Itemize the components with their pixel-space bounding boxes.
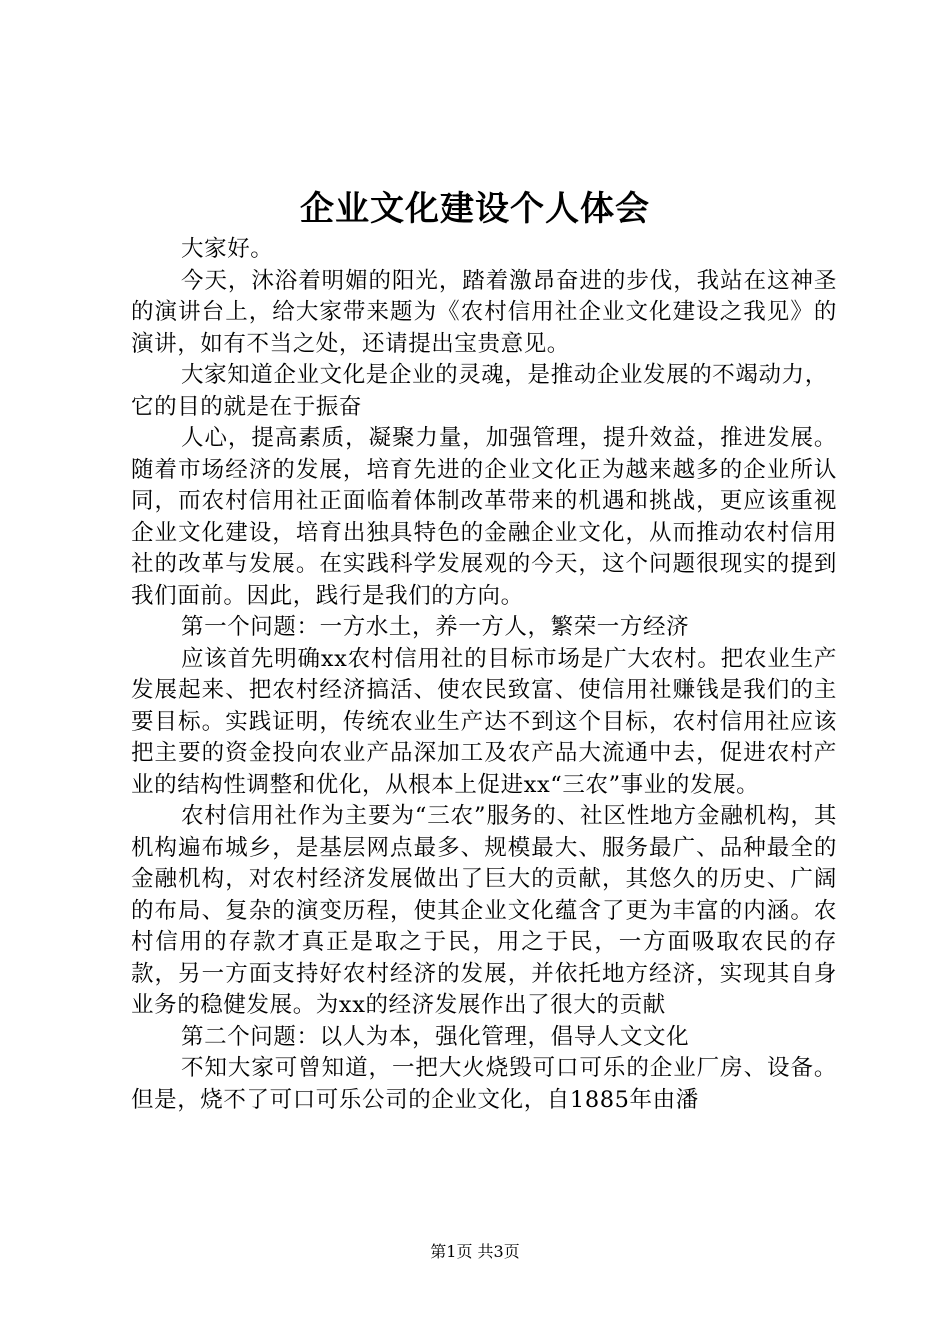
paragraph-target-market: 应该首先明确xx农村信用社的目标市场是广大农村。把农业生产发展起来、把农村经济搞活、使农民致富、使信用社赚钱是我们的主要目标。实践证明，传统农业生产达不到这个目标，农村信用社应该把主要的资金投向农业产品深加工及农产品大流通中去，促进农村产业的结构性调整和优化，从根本上促进xx“三农”事业的发展。 bbox=[131, 645, 837, 798]
paragraph-culture-purpose: 人心，提高素质，凝聚力量，加强管理，提升效益，推进发展。随着市场经济的发展，培育先进的企业文化正为越来越多的企业所认同，而农村信用社正面临着体制改革带来的机遇和挑战，更应该重视企业文化建设，培育出独具特色的金融企业文化，从而推动农村信用社的改革与发展。在实践科学发展观的今天，这个问题很现实的提到我们面前。因此，践行是我们的方向。 bbox=[131, 425, 837, 609]
document-title: 企业文化建设个人体会 bbox=[300, 189, 650, 229]
paragraph-rural-credit: 农村信用社作为主要为“三农”服务的、社区性地方金融机构，其机构遍布城乡，是基层网点最多、规模最大、服务最广、品种最全的金融机构，对农村经济发展做出了巨大的贡献，其悠久的历史、广阔的布局、复杂的演变历程，使其企业文化蕴含了更为丰富的内涵。农村信用的存款才真正是取之于民，用之于民，一方面吸取农民的存款，另一方面支持好农村经济的发展，并依托地方经济，实现其自身业务的稳健发展。为xx的经济发展作出了很大的贡献 bbox=[131, 803, 837, 1018]
paragraph-coca-cola: 不知大家可曾知道，一把大火烧毁可口可乐的企业厂房、设备。但是，烧不了可口可乐公司的企业文化，自1885年由潘 bbox=[131, 1055, 837, 1113]
section-heading-1: 第一个问题：一方水土，养一方人，繁荣一方经济 bbox=[181, 614, 690, 640]
page-footer: 第1页 共3页 bbox=[430, 1242, 520, 1261]
paragraph-culture-soul: 大家知道企业文化是企业的灵魂，是推动企业发展的不竭动力，它的目的就是在于振奋 bbox=[131, 362, 828, 420]
section-heading-2: 第二个问题：以人为本，强化管理，倡导人文文化 bbox=[181, 1023, 690, 1050]
paragraph-greeting: 大家好。 bbox=[181, 236, 274, 262]
paragraph-opening: 今天，沐浴着明媚的阳光，踏着激昂奋进的步伐，我站在这神圣的演讲台上，给大家带来题为《农村信用社企业文化建设之我见》的演讲，如有不当之处，还请提出宝贵意见。 bbox=[131, 267, 837, 357]
document-body bbox=[131, 234, 837, 1116]
